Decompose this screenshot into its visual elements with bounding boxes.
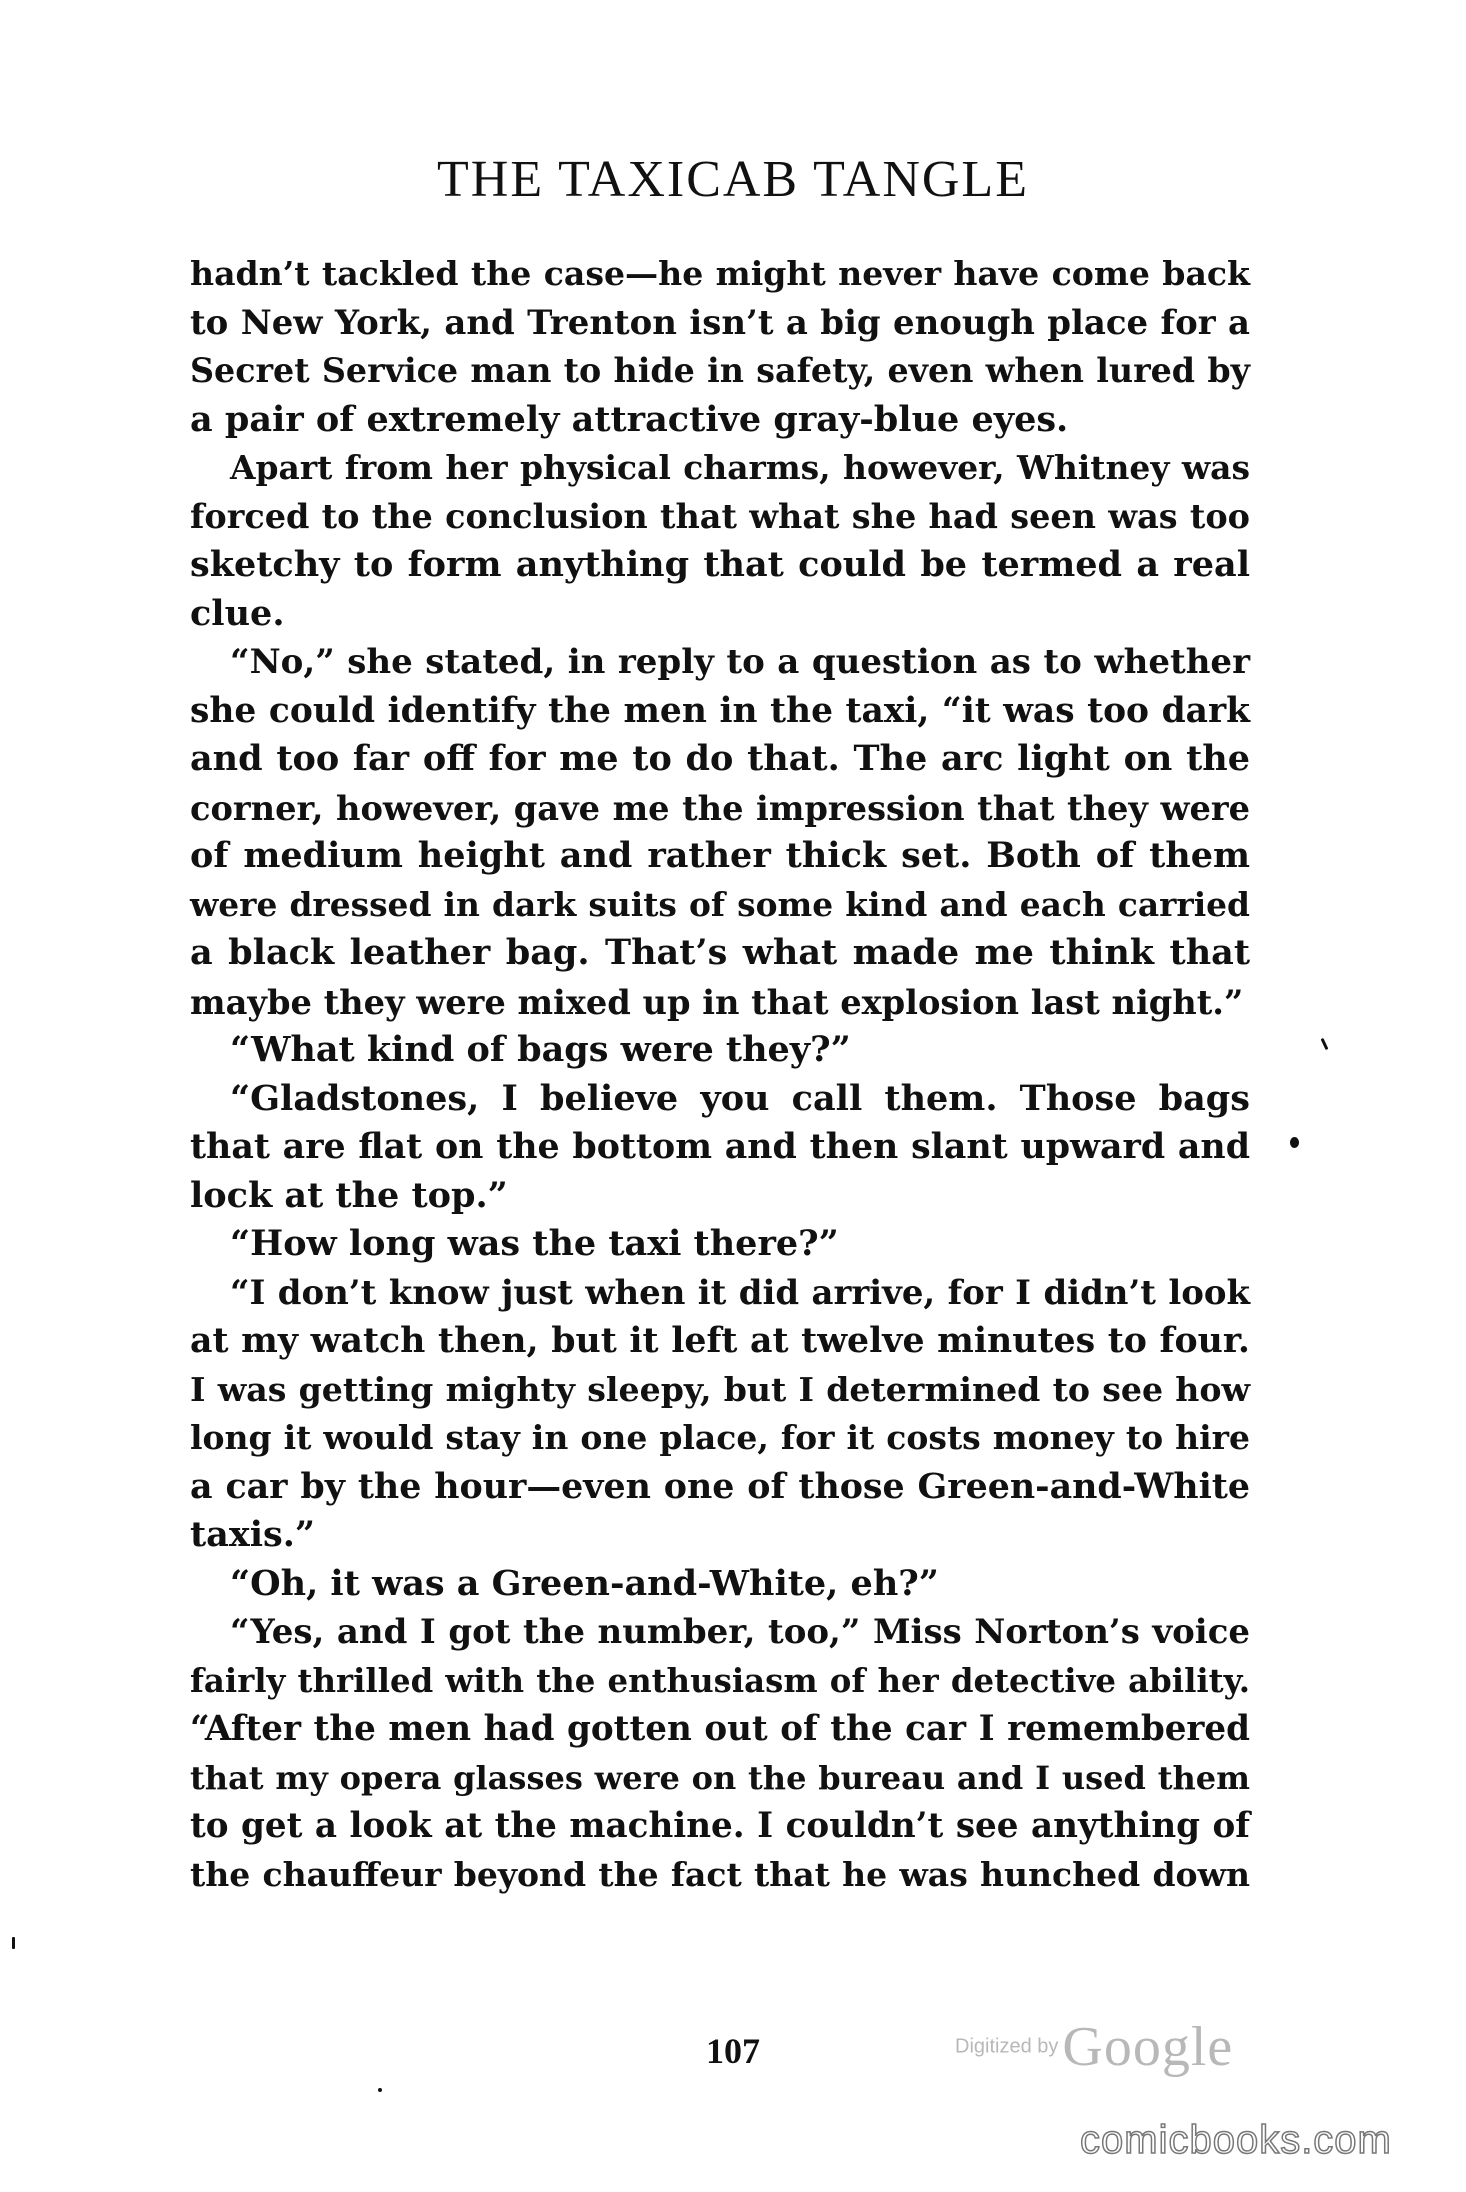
text-line: fairly thrilled with the enthusiasm of her detective ability. (190, 1661, 1250, 1700)
text-line: “Gladstones, I believe you call them. Those bags (230, 1077, 1250, 1119)
text-line: hadn’t tackled the case—he might never have come back (190, 254, 1250, 293)
page-number: 107 (706, 2031, 760, 2071)
text-line: “No,” she stated, in reply to a question as to whether (230, 642, 1250, 682)
digitized-prefix: Digitized by (955, 2035, 1059, 2058)
text-line: that are flat on the bottom and then slant upward and (190, 1126, 1250, 1167)
text-line: “Oh, it was a Green-and-White, eh?” (230, 1562, 939, 1604)
text-line: “How long was the taxi there?” (230, 1223, 839, 1264)
text-line: Apart from her physical charms, however, Whitney was (230, 448, 1250, 487)
digitized-stamp (955, 2015, 1233, 2079)
running-head: THE TAXICAB TANGLE (437, 151, 1029, 208)
text-line: a black leather bag. That’s what made me think that (190, 932, 1250, 973)
text-line: the chauffeur beyond the fact that he was hunched down (190, 1854, 1250, 1894)
text-line: sketchy to form anything that could be termed a real (190, 544, 1250, 585)
text-line: taxis.” (190, 1514, 316, 1555)
google-logo: Google (1062, 2016, 1234, 2078)
text-line: lock at the top.” (190, 1174, 508, 1216)
text-line: were dressed in dark suits of some kind and each carried (190, 884, 1250, 924)
text-line: that my opera glasses were on the bureau and I used them (190, 1758, 1250, 1797)
text-line: Secret Service man to hide in safety, even when lured by (190, 351, 1250, 390)
text-line: forced to the conclusion that what she had seen was too (190, 496, 1250, 536)
text-line: to get a look at the machine. I couldn’t see anything of (190, 1806, 1250, 1846)
scan-speck (1290, 1137, 1299, 1148)
text-line: I was getting mighty sleepy, but I determined to see how (190, 1369, 1250, 1409)
text-line: at my watch then, but it left at twelve minutes to four. (190, 1320, 1250, 1361)
text-line: she could identify the men in the taxi, “it was too dark (190, 690, 1250, 731)
text-line: corner, however, gave me the impression that they were (190, 787, 1250, 828)
text-line: to New York, and Trenton isn’t a big enough place for a (190, 302, 1250, 343)
scan-speck (12, 1937, 15, 1949)
text-line: “What kind of bags were they?” (230, 1029, 851, 1070)
text-line: “Yes, and I got the number, too,” Miss Norton’s voice (230, 1612, 1250, 1652)
text-line: maybe they were mixed up in that explosion last night.” (190, 981, 1244, 1022)
scan-speck (1321, 1038, 1329, 1050)
watermark: comicbooks.com (1080, 2118, 1392, 2162)
scan-speck (378, 2088, 382, 2092)
text-line: “I don’t know just when it did arrive, for I didn’t look (230, 1272, 1250, 1313)
text-line: “After the men had gotten out of the car I remembered (190, 1709, 1250, 1749)
body-text (190, 250, 1250, 1899)
text-line: and too far off for me to do that. The arc light on the (190, 738, 1250, 779)
text-line: a pair of extremely attractive gray-blue eyes. (190, 398, 1069, 440)
text-line: clue. (190, 592, 285, 634)
text-line: of medium height and rather thick set. Both of them (190, 835, 1250, 876)
text-line: long it would stay in one place, for it costs money to hire (190, 1418, 1250, 1457)
text-line: a car by the hour—even one of those Green-and-White (190, 1465, 1250, 1507)
